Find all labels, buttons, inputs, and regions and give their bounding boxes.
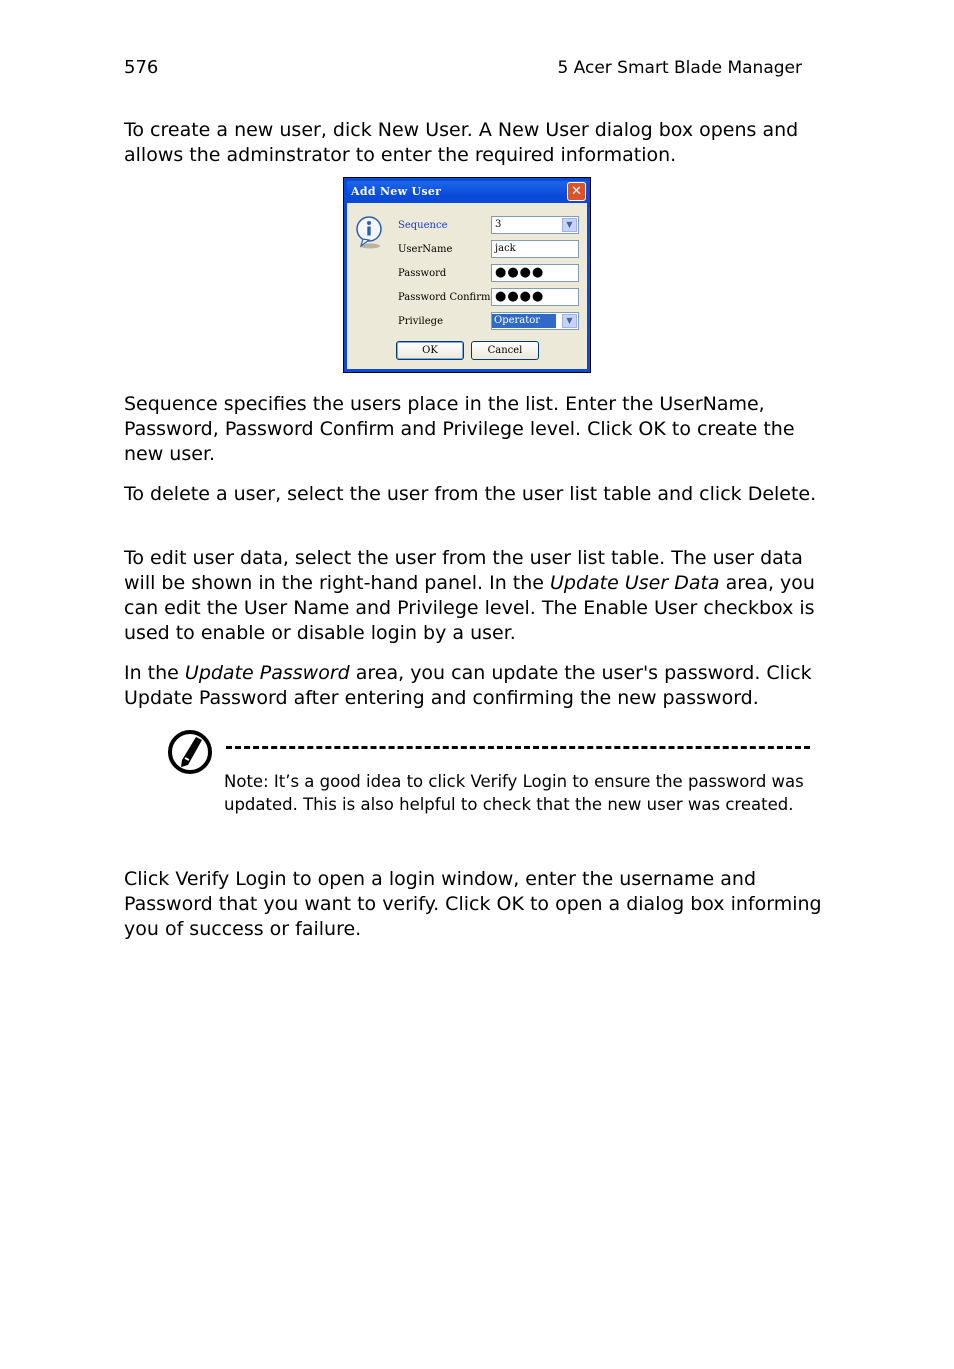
password-value: ●●●● <box>495 265 545 280</box>
verify-text-1: Click <box>124 868 176 890</box>
privilege-label: Privilege <box>398 316 443 327</box>
verify-text-3: to open a dialog box informing you of success or failure. <box>124 893 822 940</box>
intro-paragraph <box>124 118 824 168</box>
intro-new-user-term: New User <box>377 119 467 141</box>
chevron-down-icon[interactable]: ▼ <box>562 314 577 328</box>
delete-term: Delete <box>747 483 811 505</box>
info-icon <box>355 215 385 249</box>
add-new-user-dialog <box>343 177 591 373</box>
update-password-term: Update Password <box>124 687 288 709</box>
note-label: Note <box>224 772 264 791</box>
sequence-text-1: specifies the users place in the list. Enter the UserName, Password, Password Confirm and Privilege level. Click <box>124 393 765 440</box>
username-field[interactable] <box>491 240 579 258</box>
privilege-value: Operator <box>492 314 556 328</box>
verify-paragraph <box>124 867 824 942</box>
chapter-title: 5 Acer Smart Blade Manager <box>557 58 802 78</box>
cancel-button[interactable]: Cancel <box>471 341 539 360</box>
delete-text-1: To delete a user, select the user from the user list table and click <box>124 483 748 505</box>
note-divider <box>226 746 810 749</box>
edit-text-2: area, you can edit the User Name and Privilege level. The Enable User checkbox is used to enable or disable login by a user. <box>124 572 815 644</box>
privilege-select[interactable] <box>491 312 579 330</box>
dialog-client-area <box>347 203 587 369</box>
password-field[interactable] <box>491 264 579 282</box>
password-text-3: after entering and confirming the new password. <box>287 687 759 709</box>
ok-term-2: OK <box>496 893 524 915</box>
note-text-1: : It’s a good idea to click <box>263 772 471 791</box>
sequence-label: Sequence <box>398 220 448 231</box>
sequence-paragraph <box>124 392 824 467</box>
dialog-frame <box>347 181 587 369</box>
password-confirm-field[interactable] <box>491 288 579 306</box>
password-text-2: area, you can update the user's password. Click <box>349 662 812 684</box>
sequence-text-2: to create the new user. <box>124 418 795 465</box>
dialog-titlebar <box>347 181 587 203</box>
username-value: jack <box>495 243 516 254</box>
note-text-2: to ensure the password was updated. This is also helpful to check that the new user was created. <box>224 772 804 814</box>
password-label: Password <box>398 268 447 279</box>
username-label: UserName <box>398 244 453 255</box>
delete-paragraph <box>124 482 824 507</box>
chevron-down-icon[interactable]: ▼ <box>562 218 577 232</box>
sequence-term: Sequence <box>124 393 218 415</box>
edit-paragraph <box>124 546 824 646</box>
edit-text-1: To edit user data, select the user from the user list table. The user data will be shown in the right-hand panel. In the <box>124 547 803 594</box>
intro-text-2: . A New User dialog box opens and allows the adminstrator to enter the required information. <box>124 119 799 166</box>
password-paragraph <box>124 661 824 711</box>
note-icon <box>166 728 214 776</box>
intro-text-1: To create a new user, dick <box>124 119 378 141</box>
password-confirm-label: Password Confirm <box>398 292 491 303</box>
update-user-data-term: Update User Data <box>550 572 720 594</box>
close-button[interactable] <box>567 182 586 201</box>
page-number: 576 <box>124 57 159 78</box>
verify-text-2: to open a login window, enter the username and Password that you want to verify. Click <box>124 868 757 915</box>
password-text-1: In the <box>124 662 185 684</box>
password-confirm-value: ●●●● <box>495 289 545 304</box>
update-password-area-term: Update Password <box>184 662 350 684</box>
ok-button[interactable]: OK <box>396 341 464 360</box>
sequence-value: 3 <box>495 219 502 230</box>
ok-term: OK <box>638 418 666 440</box>
close-icon: ✕ <box>571 184 582 199</box>
note-text <box>224 770 814 816</box>
sequence-select[interactable] <box>491 216 579 234</box>
dialog-title: Add New User <box>351 185 442 198</box>
verify-login-term: Verify Login <box>470 772 568 791</box>
delete-text-2: . <box>810 483 817 505</box>
verify-login-term-2: Verify Login <box>175 868 287 890</box>
